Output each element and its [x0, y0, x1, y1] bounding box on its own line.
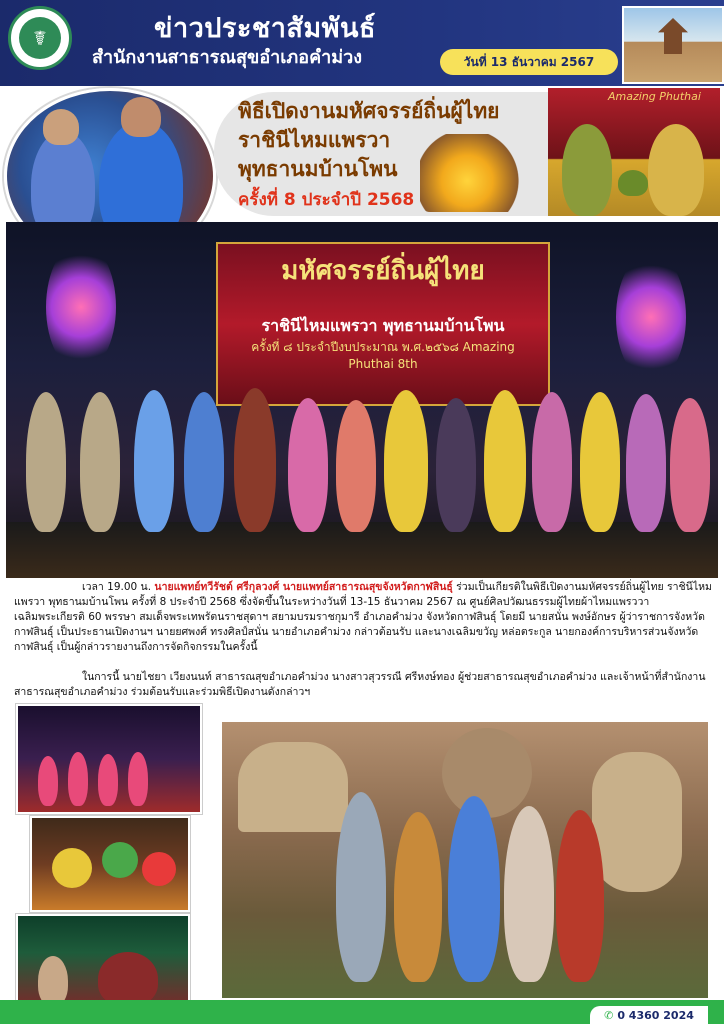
event-title-line1: พิธีเปิดงานมหัศจรรย์ถิ่นผู้ไทย [238, 99, 500, 123]
screen-title: มหัศจรรย์ถิ่นผู้ไทย [281, 256, 485, 286]
article-paragraph-2: ในการนี้ นายไชยา เวียงนนท์ สาธารณสุขอำเภอคำม่วง นางสาวสุวรรณี ศรีหงษ์ทอง ผู้ช่วยสาธารณสุขอำเภอคำม่วง และเจ้าหน้าที่สำนักงานสาธารณสุขอำเภอคำม่วง ร่วมต้อนรับและร่วมพิธีเปิดงานดังกล่าวฯ [14, 671, 706, 698]
officials-greeting-photo [548, 88, 720, 216]
basket-display-photo [30, 816, 190, 912]
phone-icon: ✆ [604, 1009, 614, 1022]
article-body: ร่วมเป็นเกียรติในพิธีเปิดงานมหัศจรรย์ถิ่นผู้ไทย ราชินีไหมแพรวา พุทธานมบ้านโพน ครั้งที่ 8 ประจำปี 2568 ซึ่งจัดขึ้นในระหว่างวันที่ 13-15 ธันวาคม 2567 ณ ศูนย์ศิลปวัฒนธรรมผู้ไทยผ้าไหมแพรววาเฉลิมพระเกียรติ 60 พรรษา สมเด็จพระเทพรัตนราชสุดาฯ สยามบรมราชกุมารี อำเภอคำม่วง จังหวัดกาฬสินธุ์ โดยมี นายสนั่น พงษ์อักษร ผู้ว่าราชการจังหวัดกาฬสินธุ์ เป็นประธานเปิดงานฯ นายยศพงศ์ ทรงศิลป์สนั่น นายอำเภอคำม่วง กล่าวต้อนรับ และนางเฉลิมขวัญ หล่อตระกูล นายกองค์การบริหารส่วนจังหวัดกาฬสินธุ์ เป็นผู้กล่าวรายงานถึงการจัดกิจกรรมในครั้งนี้ [14, 581, 712, 653]
article-time: เวลา 19.00 น. [82, 581, 152, 593]
article-speaker: นายแพทย์ทวีรัชต์ ศรีกุลวงศ์ นายแพทย์สาธารณสุขจังหวัดกาฬสินธุ์ [154, 581, 453, 593]
ministry-logo: ☤ [8, 6, 72, 70]
event-title-line3: พุทธานมบ้านโพน [238, 157, 398, 181]
office-name: สำนักงานสาธารณสุขอำเภอคำม่วง [92, 47, 362, 68]
article-paragraph-1 [14, 580, 714, 655]
market-stall-photo [16, 914, 190, 1010]
event-edition: ครั้งที่ 8 ประจำปี 2568 [238, 190, 415, 210]
fruit-basket-photo [420, 134, 538, 212]
stage-group-photo [6, 222, 718, 578]
page-title: ข่าวประชาสัมพันธ์ [154, 13, 376, 44]
stage-screen [216, 242, 550, 406]
screen-subtitle: ราชินีไหมแพรวา พุทธานมบ้านโพน [261, 316, 505, 335]
amazing-phuthai-sign: Amazing Phuthai [608, 90, 701, 103]
pagoda-photo [622, 6, 724, 84]
officials-group-photo [222, 722, 708, 998]
page-number-text: 0 4360 2024 [617, 1009, 694, 1022]
header-bar [0, 0, 724, 86]
date-badge: วันที่ 13 ธันวาคม 2567 [440, 49, 618, 75]
screen-edition: ครั้งที่ ๘ ประจำปีงบประมาณ พ.ศ.๒๕๖๘ Amazing Phuthai 8th [251, 340, 515, 371]
dance-performance-photo [16, 704, 202, 814]
event-title-line2: ราชินีไหมแพรวา [238, 128, 391, 152]
page-number [590, 1006, 708, 1026]
